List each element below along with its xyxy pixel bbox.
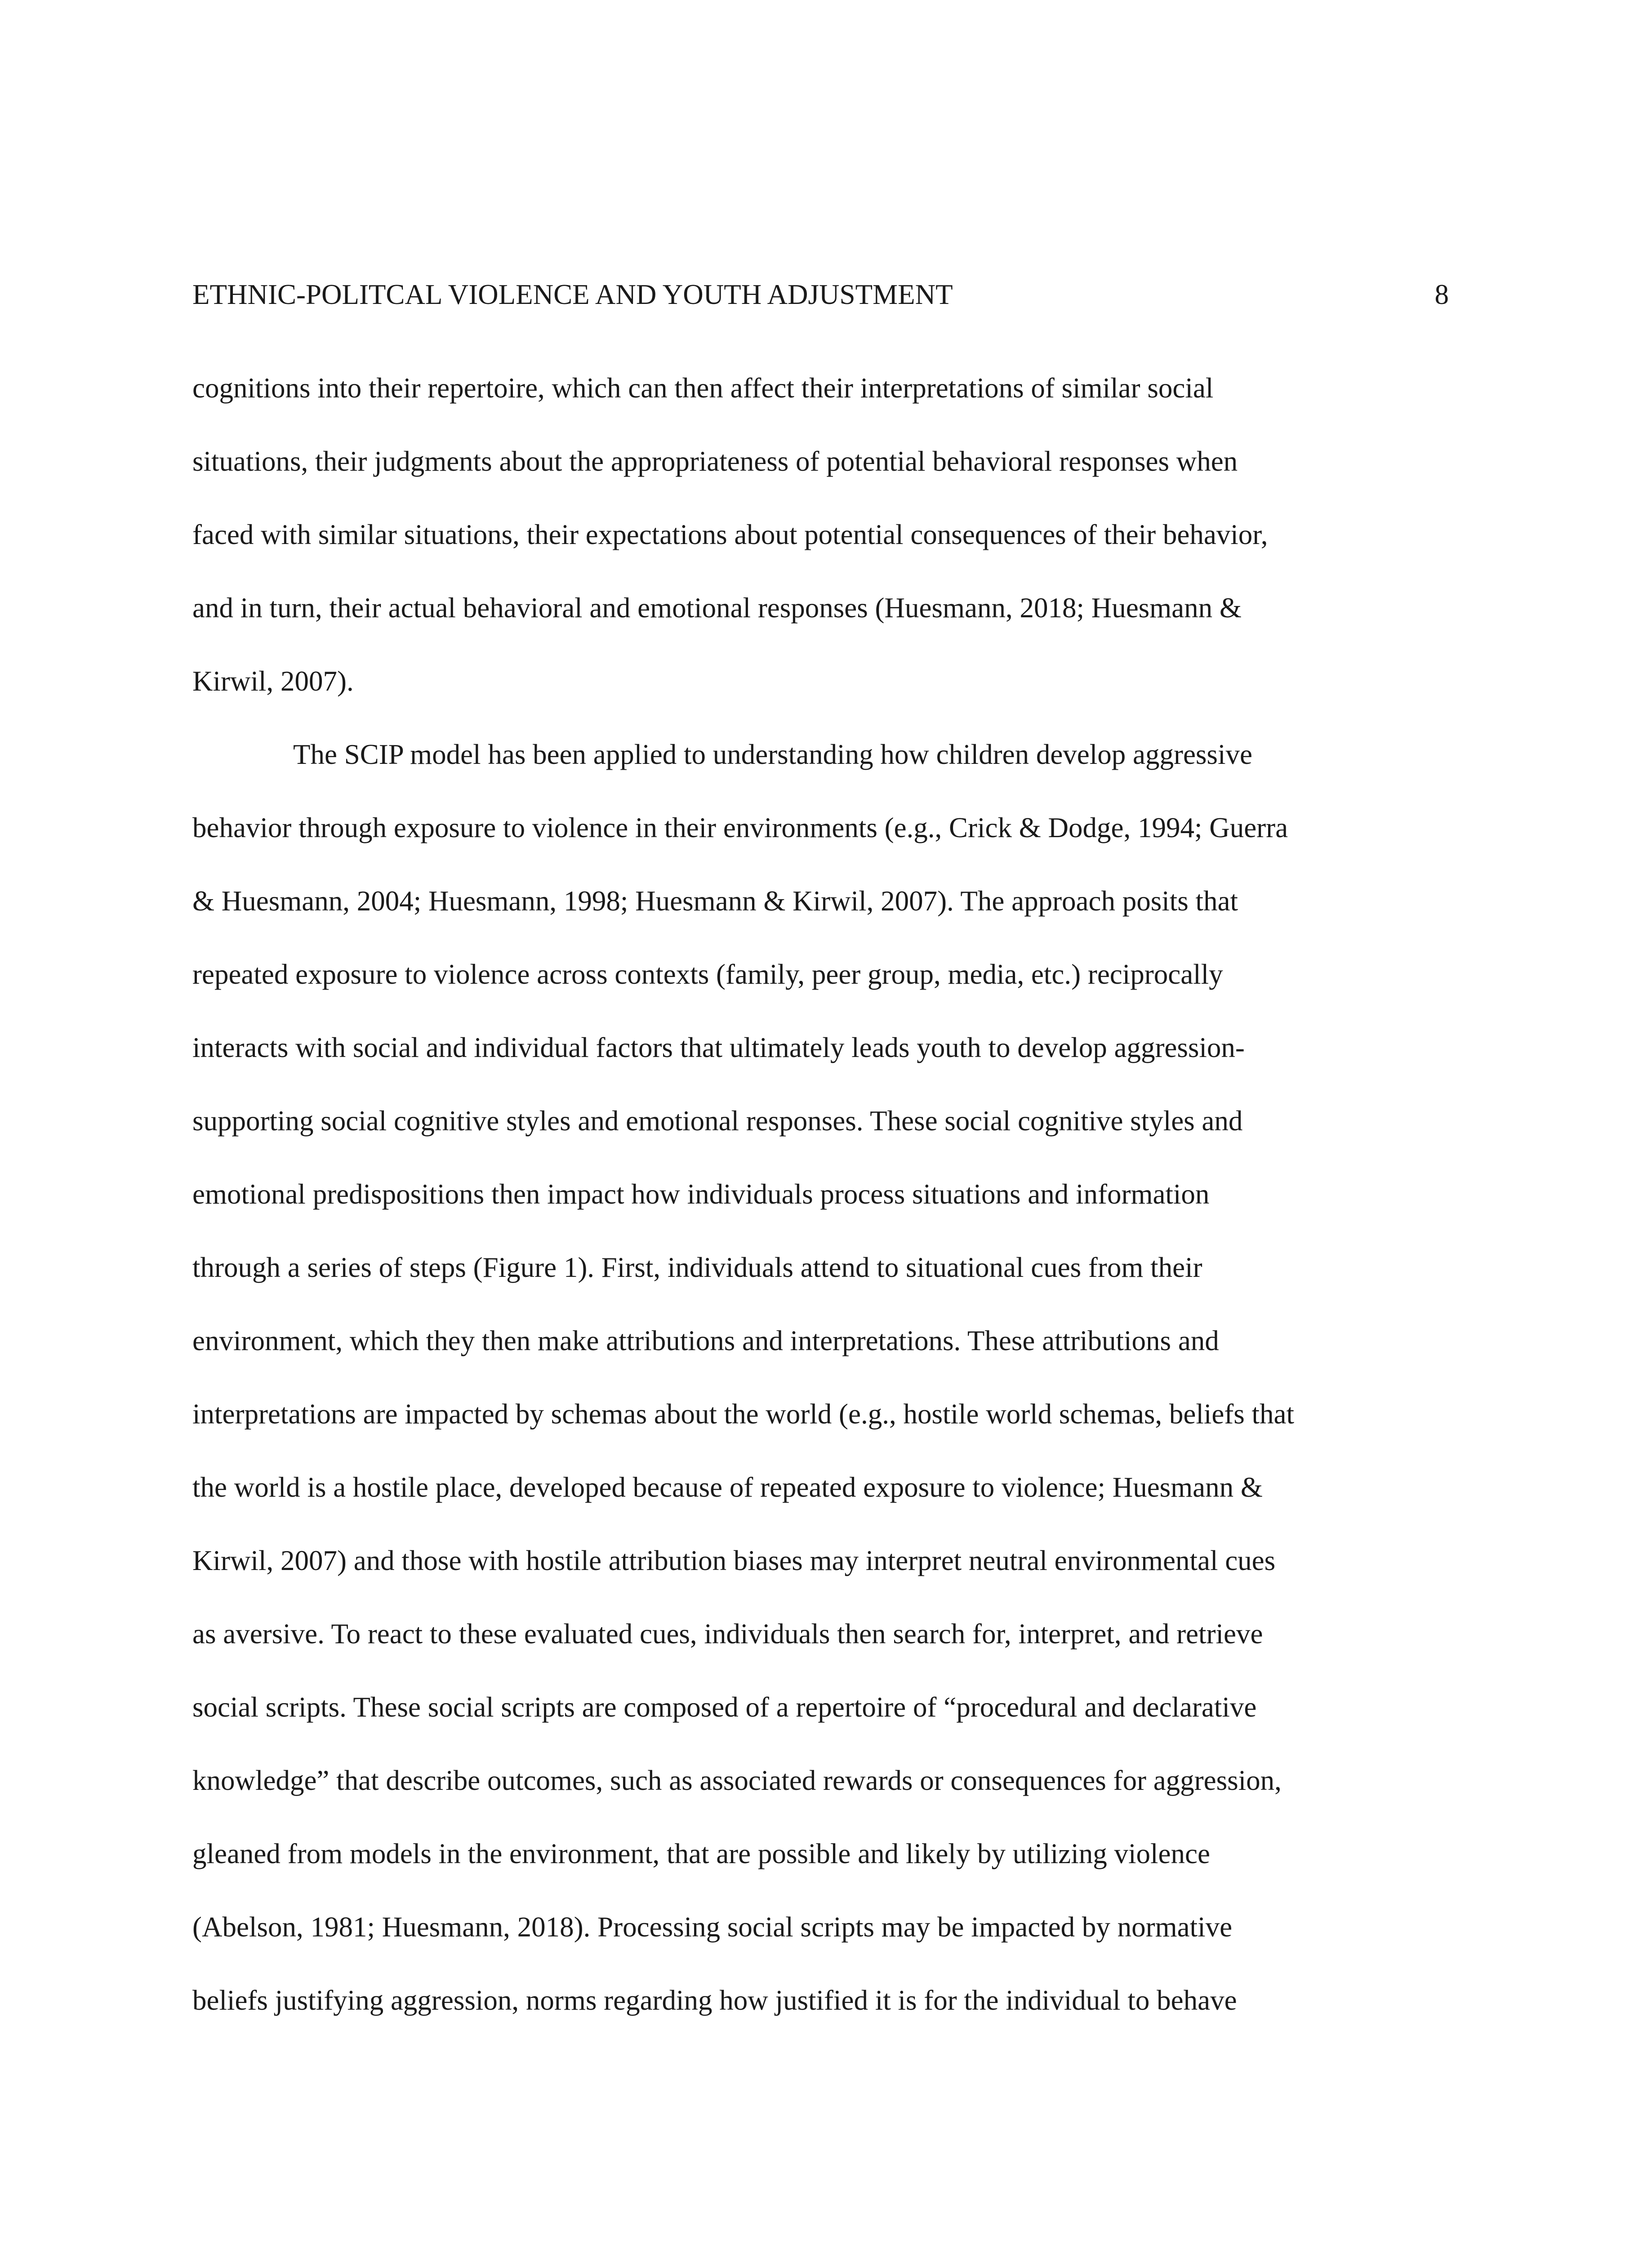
running-head-title: ETHNIC-POLITCAL VIOLENCE AND YOUTH ADJUSTMENT — [192, 279, 953, 310]
text-line: as aversive. To react to these evaluated cues, individuals then search for, interpret, and retrieve — [192, 1618, 1263, 1650]
text-line: behavior through exposure to violence in their environments (e.g., Crick & Dodge, 1994; Guerra — [192, 812, 1288, 843]
text-line: interpretations are impacted by schemas about the world (e.g., hostile world schemas, beliefs that — [192, 1398, 1295, 1430]
text-line: situations, their judgments about the appropriateness of potential behavioral responses when — [192, 446, 1238, 477]
body-text — [192, 363, 1449, 2049]
text-line: faced with similar situations, their expectations about potential consequences of their behavior, — [192, 519, 1268, 550]
text-line: repeated exposure to violence across contexts (family, peer group, media, etc.) reciprocally — [192, 959, 1223, 990]
text-line: supporting social cognitive styles and emotional responses. These social cognitive styles and — [192, 1105, 1243, 1137]
text-line: social scripts. These social scripts are composed of a repertoire of “procedural and declarative — [192, 1691, 1257, 1723]
text-line: emotional predispositions then impact how individuals process situations and information — [192, 1178, 1210, 1210]
text-line: through a series of steps (Figure 1). First, individuals attend to situational cues from their — [192, 1252, 1202, 1283]
text-line: interacts with social and individual factors that ultimately leads youth to develop aggression- — [192, 1032, 1245, 1063]
text-line: the world is a hostile place, developed because of repeated exposure to violence; Huesmann & — [192, 1472, 1263, 1503]
text-line: beliefs justifying aggression, norms regarding how justified it is for the individual to behave — [192, 1985, 1237, 2016]
text-line: Kirwil, 2007) and those with hostile attribution biases may interpret neutral environmental cues — [192, 1545, 1276, 1576]
paragraph-first-line: The SCIP model has been applied to understanding how children develop aggressive — [293, 739, 1252, 770]
text-line: and in turn, their actual behavioral and emotional responses (Huesmann, 2018; Huesmann & — [192, 592, 1242, 624]
text-line: & Huesmann, 2004; Huesmann, 1998; Huesmann & Kirwil, 2007). The approach posits that — [192, 885, 1238, 917]
page-number: 8 — [1434, 279, 1449, 310]
text-line: Kirwil, 2007). — [192, 665, 354, 697]
text-line: gleaned from models in the environment, that are possible and likely by utilizing violence — [192, 1838, 1210, 1869]
running-head — [192, 270, 1449, 319]
text-line: environment, which they then make attributions and interpretations. These attributions and — [192, 1325, 1219, 1356]
text-line: (Abelson, 1981; Huesmann, 2018). Processing social scripts may be impacted by normative — [192, 1911, 1233, 1943]
text-line: cognitions into their repertoire, which can then affect their interpretations of similar social — [192, 372, 1214, 404]
text-line: knowledge” that describe outcomes, such as associated rewards or consequences for aggression, — [192, 1765, 1282, 1796]
